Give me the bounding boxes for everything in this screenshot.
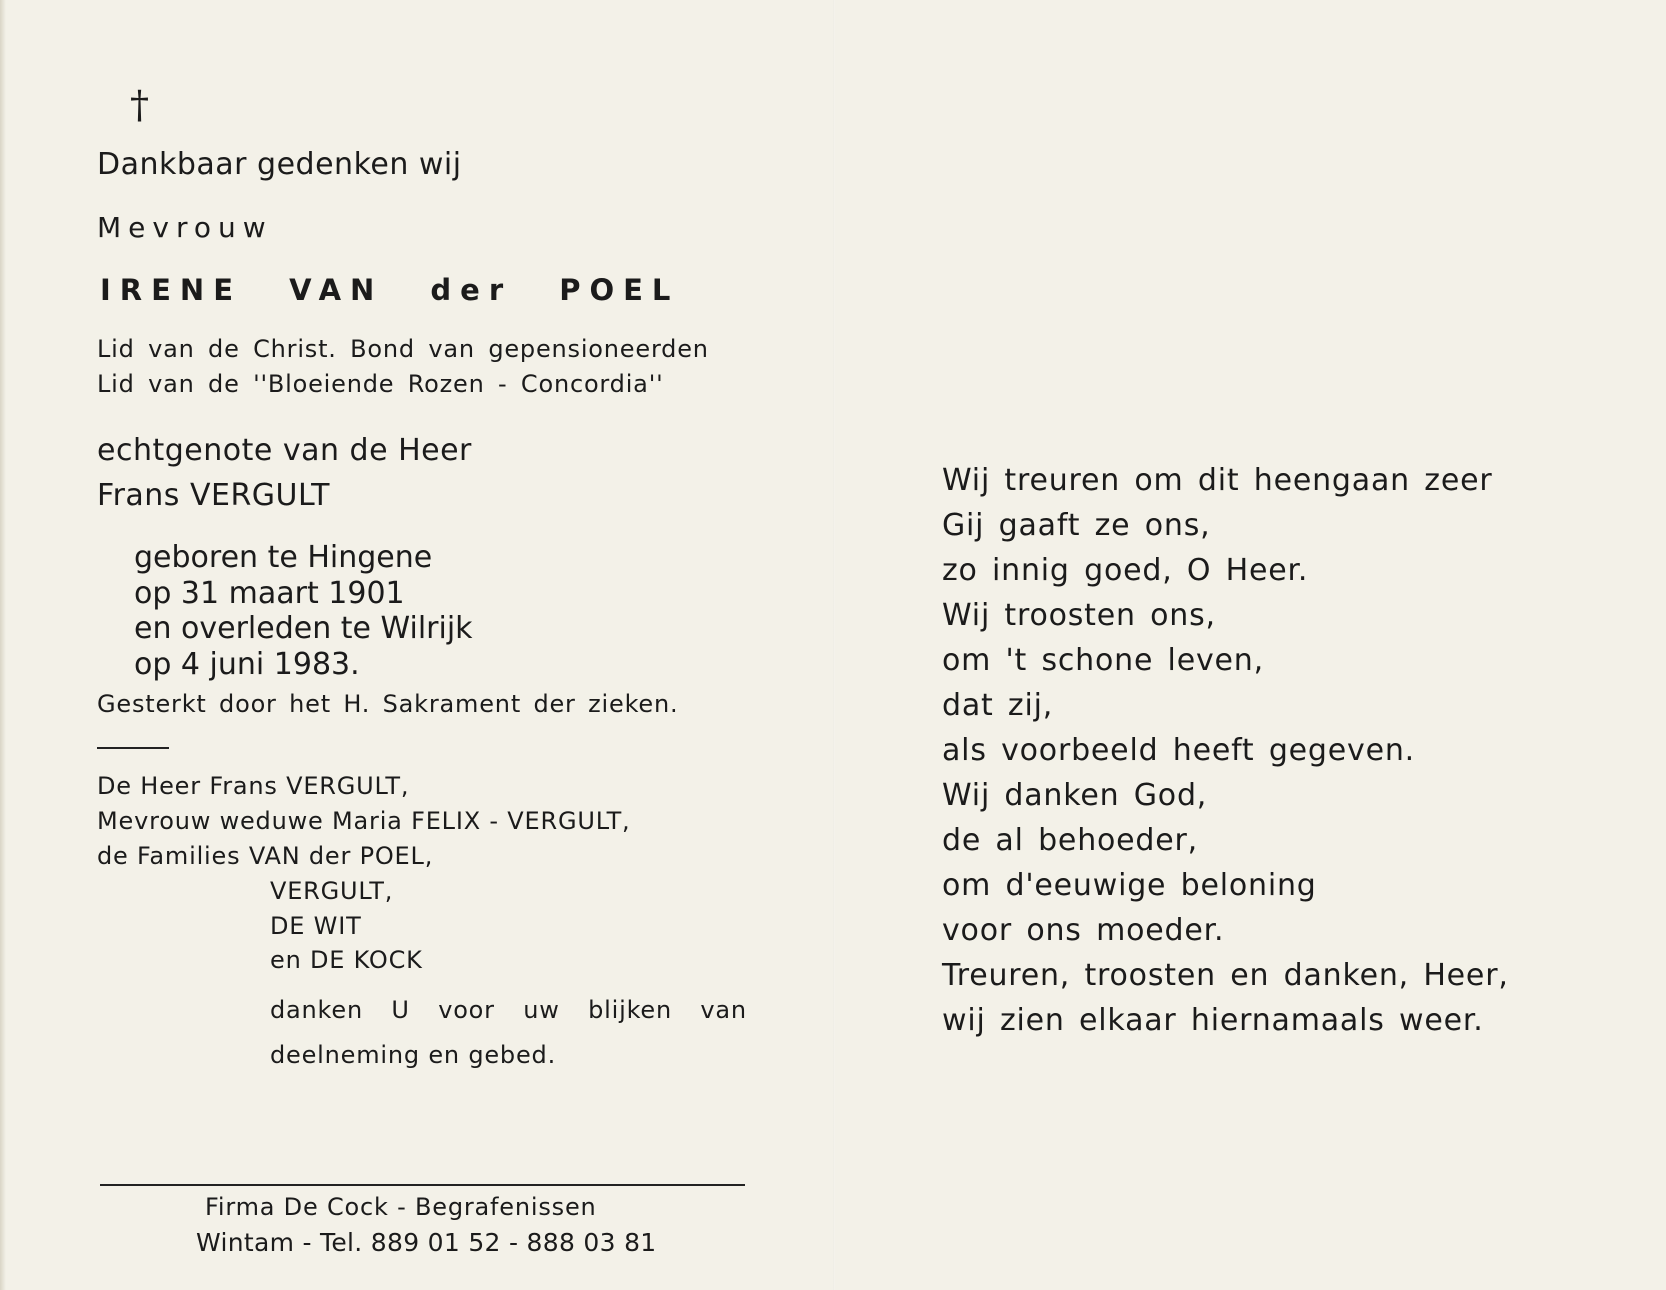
funeral-home-name: Firma De Cock - Begrafenissen [205, 1193, 597, 1221]
family-line: en DE KOCK [270, 946, 423, 974]
family-line: De Heer Frans VERGULT, [97, 772, 410, 800]
poem-line: wij zien elkaar hiernamaals weer. [942, 1003, 1484, 1038]
family-line: VERGULT, [270, 877, 394, 905]
honorific: Mevrouw [97, 211, 273, 244]
death-place: en overleden te Wilrijk [134, 611, 473, 646]
thanks-line: danken U voor uw blijken van [270, 996, 747, 1024]
cross-symbol: † [130, 83, 149, 127]
poem-line: Gij gaaft ze ons, [942, 508, 1211, 543]
footer-rule [100, 1184, 745, 1186]
section-divider [97, 747, 169, 749]
family-line: DE WIT [270, 912, 362, 940]
spouse-line: echtgenote van de Heer [97, 433, 472, 468]
card-fold [833, 0, 835, 1290]
poem [942, 458, 1509, 1043]
poem-line: Wij danken God, [942, 778, 1208, 813]
poem-line: zo innig goed, O Heer. [942, 553, 1309, 588]
membership-line: Lid van de ''Bloeiende Rozen - Concordia'' [97, 370, 664, 398]
family-line: de Families VAN der POEL, [97, 842, 434, 870]
poem-line: voor ons moeder. [942, 913, 1225, 948]
card-edge [0, 0, 6, 1290]
family-line: Mevrouw weduwe Maria FELIX - VERGULT, [97, 807, 631, 835]
poem-line: om d'eeuwige beloning [942, 868, 1317, 903]
poem-line: Wij troosten ons, [942, 598, 1216, 633]
poem-line: Treuren, troosten en danken, Heer, [942, 958, 1509, 993]
birth-date: op 31 maart 1901 [134, 576, 405, 611]
deceased-name: IRENE VAN der POEL [100, 273, 680, 307]
poem-line: de al behoeder, [942, 823, 1198, 858]
poem-line: als voorbeeld heeft gegeven. [942, 733, 1415, 768]
poem-line: Wij treuren om dit heengaan zeer [942, 463, 1493, 498]
birth-place: geboren te Hingene [134, 540, 433, 575]
poem-line: om 't schone leven, [942, 643, 1264, 678]
spouse-name: Frans VERGULT [97, 478, 330, 513]
poem-line: dat zij, [942, 688, 1054, 723]
membership-line: Lid van de Christ. Bond van gepensioneerden [97, 335, 709, 363]
thanks-line: deelneming en gebed. [270, 1041, 556, 1069]
funeral-home-contact: Wintam - Tel. 889 01 52 - 888 03 81 [196, 1228, 657, 1257]
death-date: op 4 juni 1983. [134, 647, 360, 682]
intro-line: Dankbaar gedenken wij [97, 147, 462, 182]
sacrament-line: Gesterkt door het H. Sakrament der zieken. [97, 690, 679, 718]
